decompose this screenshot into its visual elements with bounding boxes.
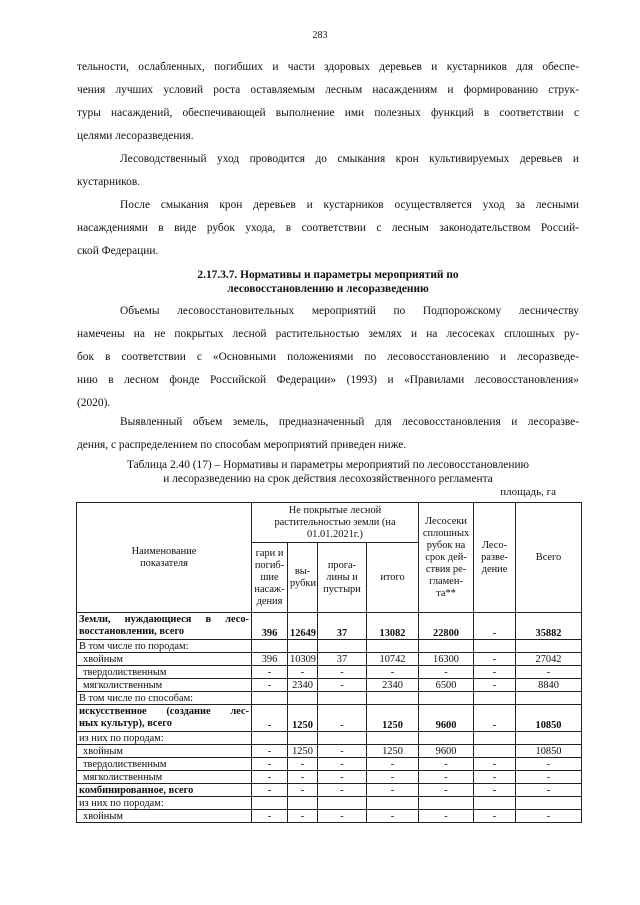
header-name: Наименование показателя bbox=[77, 503, 252, 613]
row-label bbox=[77, 705, 252, 732]
table-row bbox=[77, 640, 582, 653]
row-value bbox=[318, 640, 367, 653]
row-label-line: В том числе по способам: bbox=[79, 692, 194, 704]
table-row bbox=[77, 692, 582, 705]
page-number: 283 bbox=[312, 30, 328, 41]
text-line: бок в соответствии с «Основными положениями по лесовосстановлению и лесоразведе- bbox=[77, 351, 579, 363]
row-value bbox=[252, 692, 288, 705]
row-value: - bbox=[367, 666, 419, 679]
text-line: кустарников. bbox=[77, 176, 141, 188]
row-value bbox=[367, 692, 419, 705]
row-value: - bbox=[252, 758, 288, 771]
row-value: - bbox=[474, 666, 516, 679]
row-label bbox=[77, 797, 252, 810]
row-label-line: Земли, нуждающиеся в лесо- bbox=[79, 614, 249, 625]
row-label bbox=[77, 758, 252, 771]
row-value: - bbox=[516, 784, 582, 797]
row-value: - bbox=[252, 810, 288, 823]
row-value: 6500 bbox=[419, 679, 474, 692]
row-label-line: ных культур), всего bbox=[79, 718, 172, 729]
row-value bbox=[419, 732, 474, 745]
text-line: туры насаждений, обеспечивающей выполнение ими полезных функций в соответствии с bbox=[77, 107, 579, 119]
table-row bbox=[77, 653, 582, 666]
text-line: Объемы лесовосстановительных мероприятий по Подпорожскому лесничеству bbox=[120, 305, 579, 317]
section-heading bbox=[77, 268, 579, 296]
text-line: чения лучших условий роста оставляемым лесным насаждениям и формированию струк- bbox=[77, 84, 579, 96]
row-value: 1250 bbox=[288, 745, 318, 758]
row-label-line: комбинированное, всего bbox=[79, 784, 194, 796]
row-label bbox=[77, 810, 252, 823]
row-value: 396 bbox=[252, 613, 288, 640]
row-value bbox=[288, 640, 318, 653]
row-value: 27042 bbox=[516, 653, 582, 666]
header-uncovered-lands: Не покрытые лесной растительностью земли (на 01.01.2021г.) bbox=[252, 503, 419, 543]
row-value: - bbox=[318, 758, 367, 771]
row-value: - bbox=[474, 705, 516, 732]
heading-line: лесовосстановлению и лесоразведению bbox=[227, 283, 429, 295]
measures-table bbox=[76, 502, 582, 823]
row-value: - bbox=[288, 666, 318, 679]
row-label-line: твердолиственным bbox=[83, 758, 167, 770]
row-label bbox=[77, 771, 252, 784]
row-value bbox=[288, 692, 318, 705]
row-value: - bbox=[419, 810, 474, 823]
row-value: - bbox=[318, 666, 367, 679]
row-value: 10742 bbox=[367, 653, 419, 666]
row-value: - bbox=[419, 771, 474, 784]
row-value: - bbox=[474, 653, 516, 666]
row-value: 2340 bbox=[367, 679, 419, 692]
row-label bbox=[77, 692, 252, 705]
row-value: - bbox=[367, 810, 419, 823]
row-value: 13082 bbox=[367, 613, 419, 640]
row-value bbox=[516, 640, 582, 653]
header-clearcut-areas: Лесосеки сплошных рубок на срок дей- ствия ре- гламен- та** bbox=[419, 503, 474, 613]
row-value: - bbox=[367, 758, 419, 771]
table-row bbox=[77, 666, 582, 679]
row-value: - bbox=[252, 771, 288, 784]
table-row bbox=[77, 771, 582, 784]
row-value: - bbox=[474, 784, 516, 797]
header-clearings: вы- рубки bbox=[288, 543, 318, 613]
row-label-line: твердолиственным bbox=[83, 666, 167, 678]
text-line: Лесоводственный уход проводится до смыкания крон культивируемых деревьев и bbox=[120, 153, 579, 165]
row-value bbox=[419, 692, 474, 705]
row-value: 10850 bbox=[516, 705, 582, 732]
row-value: 1250 bbox=[288, 705, 318, 732]
text-line: нию в лесном фонде Российской Федерации» (1993) и «Правилами лесовосстановления» bbox=[77, 374, 579, 386]
table-body bbox=[77, 613, 582, 823]
text-line: тельности, ослабленных, погибших и части здоровых деревьев и кустарников для обеспе- bbox=[77, 61, 579, 73]
table-row bbox=[77, 797, 582, 810]
table-row bbox=[77, 679, 582, 692]
table-row bbox=[77, 745, 582, 758]
row-value: 396 bbox=[252, 653, 288, 666]
row-value: - bbox=[318, 705, 367, 732]
row-value bbox=[367, 732, 419, 745]
row-label bbox=[77, 732, 252, 745]
row-value: - bbox=[318, 784, 367, 797]
row-value: - bbox=[252, 666, 288, 679]
row-value bbox=[474, 732, 516, 745]
row-value: - bbox=[367, 771, 419, 784]
row-value: - bbox=[474, 810, 516, 823]
row-value: 9600 bbox=[419, 705, 474, 732]
row-value: - bbox=[474, 679, 516, 692]
row-value: - bbox=[474, 613, 516, 640]
row-value: 37 bbox=[318, 613, 367, 640]
row-value bbox=[474, 640, 516, 653]
row-value: - bbox=[288, 784, 318, 797]
header-subtotal: итого bbox=[367, 543, 419, 613]
caption-line: и лесоразведению на срок действия лесохозяйственного регламента bbox=[163, 473, 493, 485]
text-line: Выявленный объем земель, предназначенный для лесовосстановления и лесоразве- bbox=[120, 416, 579, 428]
row-value: - bbox=[516, 771, 582, 784]
row-label-line: хвойным bbox=[83, 810, 123, 822]
paragraph-2 bbox=[77, 148, 579, 194]
row-value: - bbox=[252, 745, 288, 758]
row-value: 16300 bbox=[419, 653, 474, 666]
row-value: - bbox=[252, 679, 288, 692]
row-value: 10309 bbox=[288, 653, 318, 666]
row-value: - bbox=[419, 758, 474, 771]
row-value: - bbox=[318, 679, 367, 692]
text-line: целями лесоразведения. bbox=[77, 130, 194, 142]
text-line: дения, с распределением по способам мероприятий приведен ниже. bbox=[77, 439, 407, 451]
row-value bbox=[252, 797, 288, 810]
unit-label: площадь, га bbox=[500, 486, 556, 498]
row-label-line: из них по породам: bbox=[79, 732, 164, 744]
row-label bbox=[77, 653, 252, 666]
row-label-line: из них по породам: bbox=[79, 797, 164, 809]
row-value: - bbox=[516, 758, 582, 771]
text-line: ской Федерации. bbox=[77, 245, 159, 257]
row-label-line: хвойным bbox=[83, 653, 123, 665]
row-value bbox=[252, 640, 288, 653]
row-value: - bbox=[288, 758, 318, 771]
row-value: 37 bbox=[318, 653, 367, 666]
paragraph-1 bbox=[77, 56, 579, 148]
row-value: 2340 bbox=[288, 679, 318, 692]
row-value bbox=[419, 797, 474, 810]
row-label-line: искусственное (создание лес- bbox=[79, 706, 249, 717]
header-total: Всего bbox=[516, 503, 582, 613]
row-value bbox=[318, 732, 367, 745]
text-line: насаждениями в виде рубок ухода, в соответствии с лесным законодательством Россий- bbox=[77, 222, 579, 234]
text-line: намечены на не покрытых лесной растительностью землях и на лесосеках сплошных ру- bbox=[77, 328, 579, 340]
row-label-line: мягколиственным bbox=[83, 771, 163, 783]
row-value: - bbox=[318, 771, 367, 784]
row-value: - bbox=[318, 745, 367, 758]
row-value bbox=[516, 732, 582, 745]
row-value: 1250 bbox=[367, 745, 419, 758]
row-label-line: мягколиственным bbox=[83, 679, 163, 691]
row-value bbox=[288, 732, 318, 745]
row-value: - bbox=[419, 666, 474, 679]
row-value: - bbox=[288, 771, 318, 784]
row-label-line: В том числе по породам: bbox=[79, 640, 189, 652]
table-row bbox=[77, 758, 582, 771]
row-value bbox=[252, 732, 288, 745]
row-label-line: восстановлении, всего bbox=[79, 626, 185, 637]
row-value bbox=[474, 692, 516, 705]
table-row bbox=[77, 705, 582, 732]
row-value: 22800 bbox=[419, 613, 474, 640]
row-value bbox=[367, 640, 419, 653]
row-value: - bbox=[367, 784, 419, 797]
row-label bbox=[77, 666, 252, 679]
row-value: - bbox=[288, 810, 318, 823]
header-glades: прога- лины и пустыри bbox=[318, 543, 367, 613]
text-line: После смыкания крон деревьев и кустарников осуществляется уход за лесными bbox=[120, 199, 579, 211]
header-burned: гари и погиб- шие насаж- дения bbox=[252, 543, 288, 613]
row-value bbox=[516, 692, 582, 705]
table-row bbox=[77, 732, 582, 745]
row-value: - bbox=[474, 771, 516, 784]
row-label bbox=[77, 640, 252, 653]
row-value: - bbox=[516, 666, 582, 679]
row-label bbox=[77, 679, 252, 692]
row-label bbox=[77, 745, 252, 758]
row-value bbox=[474, 797, 516, 810]
caption-line: Таблица 2.40 (17) – Нормативы и параметры мероприятий по лесовосстановлению bbox=[126, 459, 530, 471]
table-row bbox=[77, 810, 582, 823]
row-value: 12649 bbox=[288, 613, 318, 640]
row-value: 8840 bbox=[516, 679, 582, 692]
row-value: - bbox=[419, 784, 474, 797]
paragraph-5 bbox=[77, 411, 579, 457]
table-row bbox=[77, 784, 582, 797]
heading-line: 2.17.3.7. Нормативы и параметры мероприятий по bbox=[197, 269, 459, 281]
text-line: (2020). bbox=[77, 397, 111, 409]
table-caption bbox=[77, 458, 579, 486]
paragraph-4 bbox=[77, 300, 579, 415]
row-value bbox=[367, 797, 419, 810]
header-afforestation: Лесо- разве- дение bbox=[474, 503, 516, 613]
row-value bbox=[318, 692, 367, 705]
row-value: - bbox=[318, 810, 367, 823]
row-value: 1250 bbox=[367, 705, 419, 732]
row-value: - bbox=[516, 810, 582, 823]
row-label bbox=[77, 784, 252, 797]
row-value bbox=[318, 797, 367, 810]
table-row bbox=[77, 613, 582, 640]
row-value: - bbox=[474, 758, 516, 771]
row-label bbox=[77, 613, 252, 640]
row-value: 10850 bbox=[516, 745, 582, 758]
row-value: 9600 bbox=[419, 745, 474, 758]
row-label-line: хвойным bbox=[83, 745, 123, 757]
row-value: 35882 bbox=[516, 613, 582, 640]
row-value: - bbox=[252, 784, 288, 797]
row-value: - bbox=[252, 705, 288, 732]
paragraph-3 bbox=[77, 194, 579, 263]
row-value bbox=[419, 640, 474, 653]
row-value bbox=[288, 797, 318, 810]
row-value bbox=[516, 797, 582, 810]
row-value bbox=[474, 745, 516, 758]
